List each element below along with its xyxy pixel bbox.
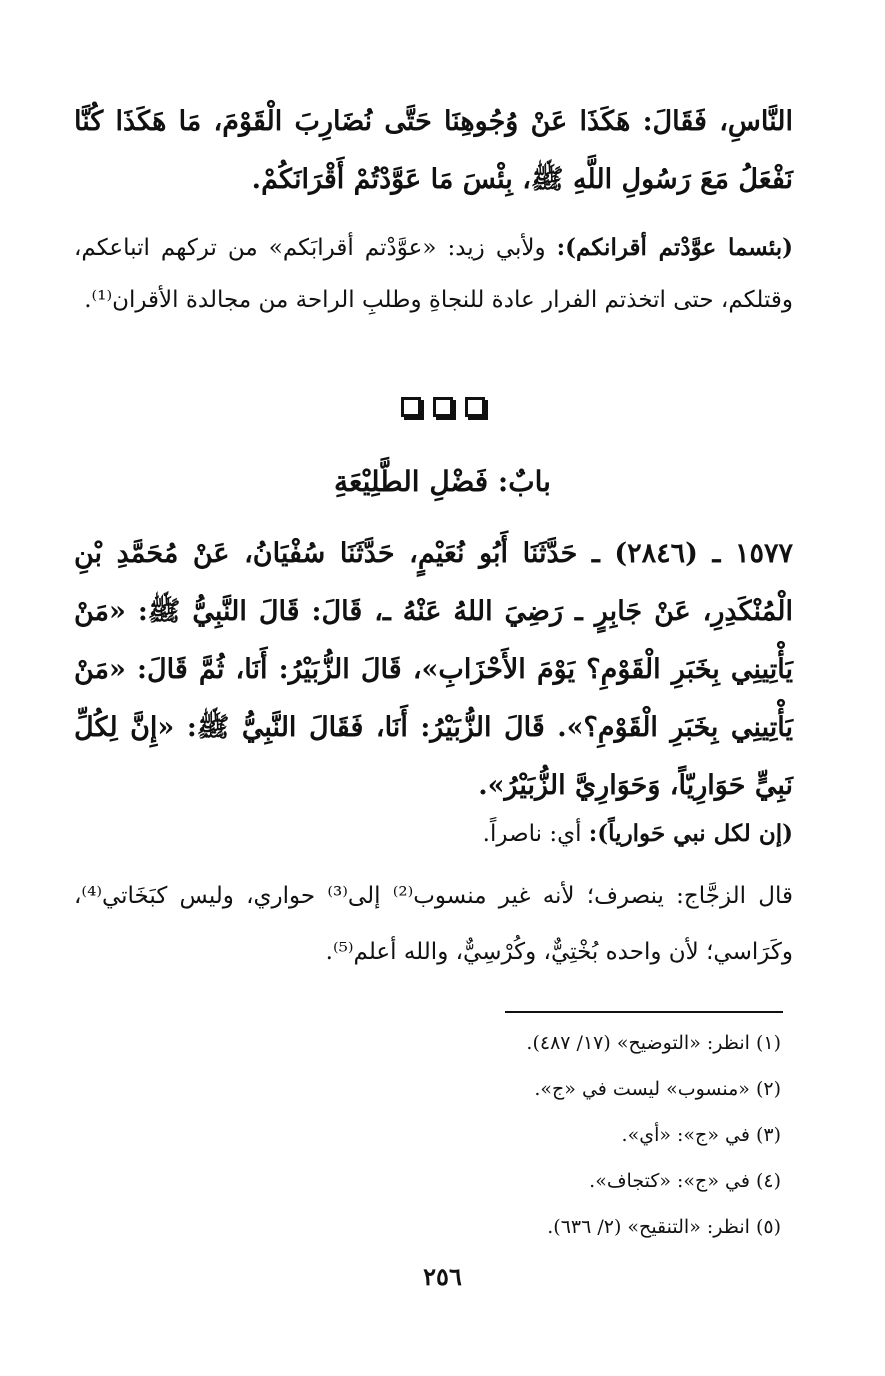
commentary-paragraph — [74, 868, 793, 980]
commentary-lead: (إن لكل نبي حَوارياً): — [588, 820, 793, 847]
commentary-lead: (بئسما عوَّدْتم أقرانكم): — [556, 234, 793, 261]
commentary-text: قال الزجَّاج: ينصرف؛ لأنه غير منسوب⁽²⁾ إلى⁽³⁾ حواري، وليس كبَخَاتي⁽⁴⁾، وكَرَاسي؛ لأن واحده بُخْتِيٌّ، وكُرْسِيٌّ، والله أعلم⁽⁵⁾. — [74, 883, 793, 965]
commentary-paragraph — [74, 222, 793, 326]
hadith-1577 — [74, 525, 793, 815]
section-separator — [0, 397, 885, 417]
footnote-item: (٥) انظر: «التنقيح» (٢/ ٦٣٦). — [547, 1216, 781, 1238]
commentary-paragraph — [74, 808, 793, 860]
hadith-text: النَّاسِ، فَقَالَ: هَكَذَا عَنْ وُجُوهِنَا حَتَّى نُضَارِبَ الْقَوْمَ، مَا هَكَذَا كُنَّا نَفْعَلُ مَعَ رَسُولِ اللَّهِ ﷺ، بِئْسَ مَا عَوَّدْتُمْ أَقْرَانَكُمْ. — [74, 106, 793, 195]
separator-square-icon — [433, 397, 453, 417]
footnote-item: (٣) في «ج»: «أي». — [621, 1124, 781, 1146]
page-number: ٢٥٦ — [423, 1262, 462, 1291]
hadith-text-continued — [74, 93, 793, 209]
commentary-text: أي: ناصراً. — [482, 821, 589, 847]
chapter-title: بابٌ: فَضْلِ الطَّلِيْعَةِ — [334, 465, 551, 498]
footnote-item: (٤) في «ج»: «كتجاف». — [589, 1170, 781, 1192]
hadith-text: ١٥٧٧ ـ (٢٨٤٦) ـ حَدَّثَنَا أَبُو نُعَيْمٍ، حَدَّثَنَا سُفْيَانُ، عَنْ مُحَمَّدِ بْنِ الْمُنْكَدِرِ، عَنْ جَابِرٍ ـ رَضِيَ اللهُ عَنْهُ ـ، قَالَ: قَالَ النَّبِيُّ ﷺ: «مَنْ يَأْتِينِي بِخَبَرِ الْقَوْمِ؟ يَوْمَ الأَحْزَابِ»، قَالَ الزُّبَيْرُ: أَنَا، ثُمَّ قَالَ: «مَنْ يَأْتِينِي بِخَبَرِ الْقَوْمِ؟». قَالَ الزُّبَيْرُ: أَنَا، فَقَالَ النَّبِيُّ ﷺ: «إِنَّ لِكُلِّ نَبِيٍّ حَوَارِيّاً، وَحَوَارِيَّ الزُّبَيْرُ». — [74, 538, 793, 801]
separator-square-icon — [401, 397, 421, 417]
footnotes-list — [300, 1020, 781, 1250]
footnote-item: (١) انظر: «التوضيح» (١٧/ ٤٨٧). — [526, 1032, 781, 1054]
separator-square-icon — [465, 397, 485, 417]
footnote-divider — [505, 1011, 783, 1013]
commentary-text: ولأبي زيد: «عوَّدْتم أقرابَكم» من تركهم اتباعكم، وقتلكم، حتى اتخذتم الفرار عادة للنجاةِ وطلبِ الراحة من مجالدة الأقران⁽¹⁾. — [74, 235, 793, 313]
footnote-item: (٢) «منسوب» ليست في «ج». — [534, 1078, 781, 1100]
